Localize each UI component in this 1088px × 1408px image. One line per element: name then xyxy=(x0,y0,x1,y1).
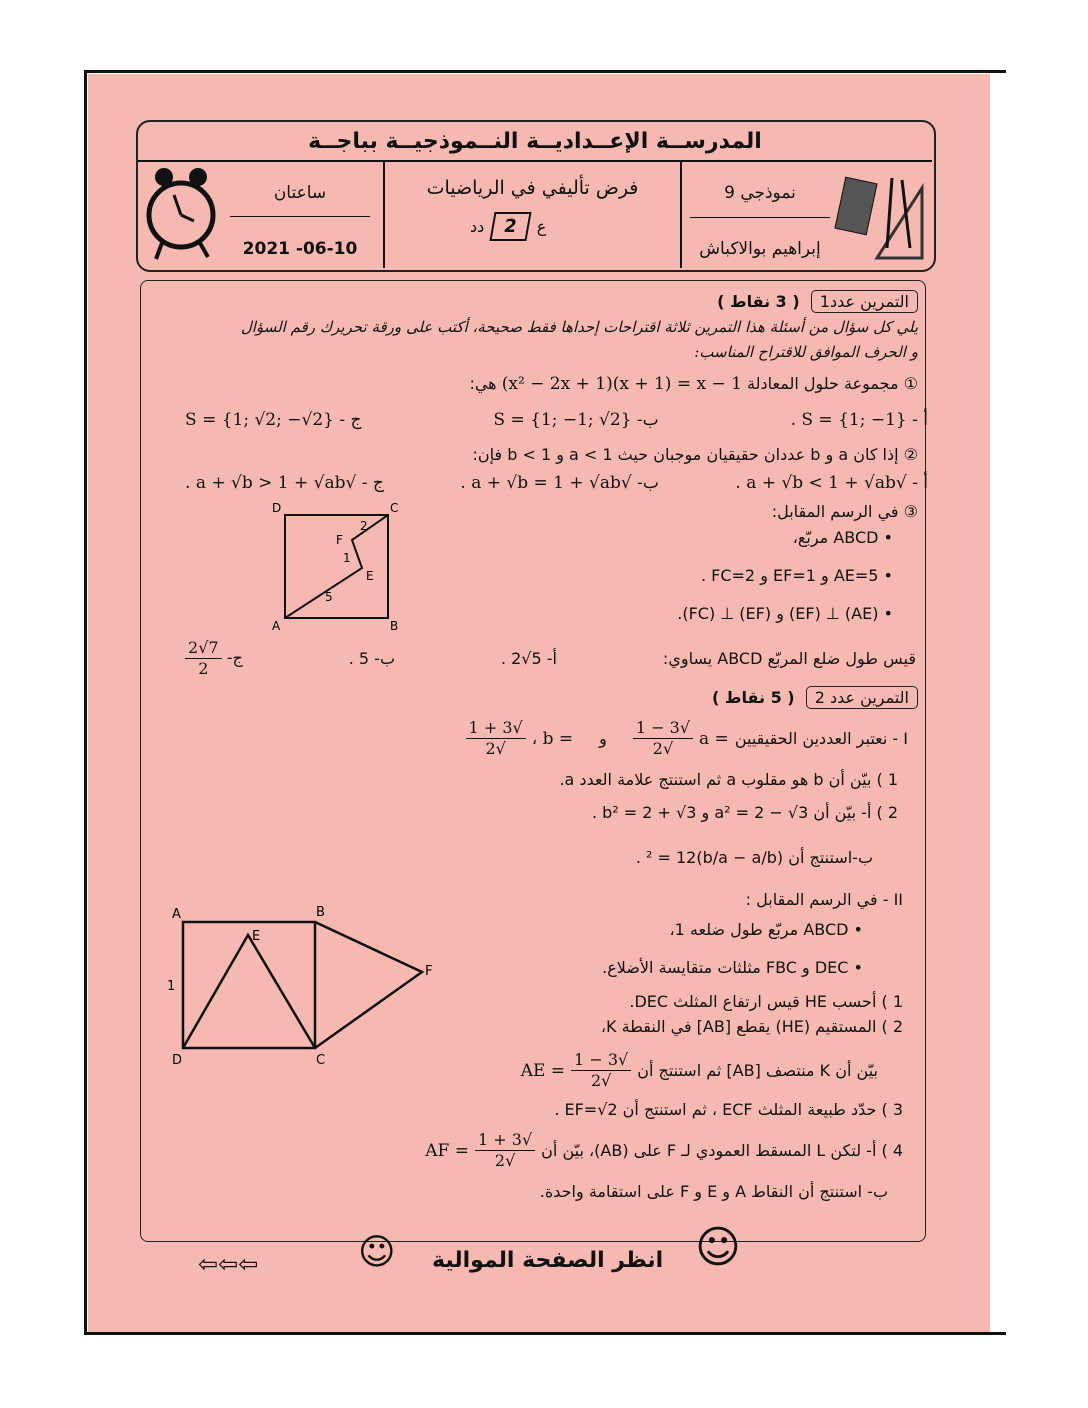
q3-bullet-3-text: (AE) ⊥ (EF) و (EF) ⊥ (FC). xyxy=(677,604,879,623)
part1-q1: 1 ) بيّن أن b هو مقلوب a ثم استنتج علامة العدد a. xyxy=(559,770,898,789)
ae-eq: AE = xyxy=(520,1060,566,1081)
part2-bullet-1-text: ABCD مربّع طول ضلعه 1، xyxy=(669,920,849,939)
b-def: ، b = xyxy=(531,728,574,749)
fig2-label-f: F xyxy=(425,964,433,979)
q1-end: هي: xyxy=(469,374,497,393)
fig1-label-b: B xyxy=(390,619,399,633)
figure-square-abcd-1 xyxy=(265,500,415,635)
af-fraction xyxy=(475,1130,535,1171)
fig1-label-ae: 5 xyxy=(325,590,333,604)
q1-text: ① مجموعة حلول المعادلة xyxy=(747,374,918,393)
fig1-label-fc: 2 xyxy=(360,519,368,533)
frac-num: √3 − 1 xyxy=(571,1050,631,1071)
part2-bullet-2-text: DEC و FBC مثلثات متقايسة الأضلاع. xyxy=(602,958,849,977)
q3-bullet-1-text: ABCD مربّع، xyxy=(792,528,879,547)
figure-square-abcd-2 xyxy=(160,900,450,1070)
part1-q2b: ب-استنتج أن (b/a − a/b)² = 12 . xyxy=(635,848,873,867)
smiley-right-icon: ☺ xyxy=(695,1222,741,1273)
alarm-clock-icon xyxy=(142,165,222,265)
q1-option-b: ب- S = {1; −1; √2} xyxy=(493,410,659,430)
header-divider xyxy=(138,160,932,162)
ex2-points: ( 5 نقاط ) xyxy=(711,688,795,707)
q3-bullet-3: • (AE) ⊥ (EF) و (EF) ⊥ (FC). xyxy=(677,604,893,623)
q3-option-a: أ- 5√2 . xyxy=(500,649,557,668)
q3-bullet-1: • ABCD مربّع، xyxy=(792,528,893,547)
fig2-label-b: B xyxy=(316,905,325,920)
fig1-label-c: C xyxy=(390,501,399,515)
frac-den: √2 xyxy=(485,739,506,758)
q3-bullet-2-text: AE=5 و EF=1 و FC=2 . xyxy=(700,566,879,585)
fig2-label-d: D xyxy=(172,1053,183,1068)
exam-title: فرض تأليفي في الرياضيات xyxy=(426,177,639,199)
exam-date: 2021 -06-10 xyxy=(242,239,358,259)
part2-q2: 2 ) المستقيم (HE) يقطع [AB] في النقطة K، xyxy=(600,1017,903,1036)
frac-num: √3 − 1 xyxy=(633,718,693,739)
ex2-label: التمرين عدد 2 xyxy=(806,686,918,709)
next-page-arrows: ⇦⇦⇦ xyxy=(198,1250,259,1278)
fig1-label-f: F xyxy=(336,533,343,547)
top-border xyxy=(84,70,1006,73)
a-fraction xyxy=(633,718,693,759)
a-def: a = xyxy=(699,728,729,749)
part2-q2b xyxy=(521,1050,878,1091)
teacher-name: إبراهيم بوالاكباش xyxy=(699,239,821,259)
q2-option-b: ب- √a + √b = 1 + √ab . xyxy=(460,473,659,493)
fig1-label-ef: 1 xyxy=(343,551,351,565)
ex2-heading xyxy=(712,686,918,709)
fig2-label-a: A xyxy=(172,907,181,922)
frac-den: √2 xyxy=(652,739,674,758)
ae-fraction xyxy=(571,1050,631,1091)
ex1-q3: ③ في الرسم المقابل: xyxy=(771,502,918,521)
term-indicator xyxy=(470,212,546,241)
part2-q4a xyxy=(425,1130,903,1171)
ex1-q2: ② إذا كان a و b عددان حقيقيان موجبان حيث a < 1 و b < 1 فإن: xyxy=(472,445,918,464)
q2-option-c: ج - √a + √b > 1 + √ab . xyxy=(185,473,384,493)
school-name: المدرســة الإعــداديــة النــموذجيــة بباجــة xyxy=(308,128,762,154)
fig2-label-side: 1 xyxy=(167,979,176,994)
calculator-tools-icon xyxy=(832,168,927,263)
q3-option-c-prefix: ج- xyxy=(226,648,243,667)
frac-num: √3 + 1 xyxy=(475,1130,535,1151)
q3-option-c xyxy=(185,638,243,679)
q3-option-b: ب- 5 . xyxy=(348,649,396,668)
q2-options xyxy=(185,473,928,493)
fig1-label-e: E xyxy=(366,569,374,583)
ex1-label: التمرين عدد1 xyxy=(811,290,918,313)
q2-option-a: أ - √a + √b < 1 + √ab . xyxy=(735,473,928,493)
part2-q1: 1 ) أحسب HE قيس ارتفاع المثلث DEC. xyxy=(629,992,903,1011)
smiley-left-icon: ☺ xyxy=(358,1232,396,1273)
part2-q4b: ب- استنتج أن النقاط A و E و F على استقامة واحدة. xyxy=(539,1182,888,1201)
fig2-label-c: C xyxy=(316,1053,326,1068)
bottom-border xyxy=(84,1332,1006,1335)
class-name: 9 نموذجي xyxy=(724,183,796,203)
af-eq: AF = xyxy=(425,1140,470,1161)
term-left: ع xyxy=(536,217,547,236)
fig1-label-d: D xyxy=(272,501,282,515)
frac-den: √2 xyxy=(494,1151,516,1170)
part2-bullet-1: • ABCD مربّع طول ضلعه 1، xyxy=(669,920,863,939)
header-sep-left xyxy=(230,216,370,217)
part2-bullet-2: • DEC و FBC مثلثات متقايسة الأضلاع. xyxy=(602,958,863,977)
q1-options xyxy=(185,410,928,430)
q3-question: قيس طول ضلع المربّع ABCD يساوي: xyxy=(662,649,916,668)
part2-q2b-text: بيّن أن K منتصف [AB] ثم استنتج أن xyxy=(637,1061,878,1080)
next-page-text[interactable]: انظر الصفحة الموالية xyxy=(432,1248,664,1273)
part2-q3: 3 ) حدّد طبيعة المثلث ECF ، ثم استنتج أن EF=√2 . xyxy=(554,1100,903,1119)
part1-q2a: 2 ) أ- بيّن أن a² = 2 − √3 و b² = 2 + √3 . xyxy=(591,803,898,822)
term-right: دد xyxy=(470,217,485,236)
q1-option-a: أ - S = {1; −1} . xyxy=(790,410,928,430)
ex2-part1-intro xyxy=(466,718,908,759)
frac-den: 2 xyxy=(198,659,209,678)
q3-question-row xyxy=(185,638,916,679)
duration: ساعتان xyxy=(273,183,327,203)
ex1-intro-1: يلي كل سؤال من أسئلة هذا التمرين ثلاثة اقتراحات إحداها فقط صحيحة، أكتب على ورقة تحريرك رقم السؤال xyxy=(240,318,918,336)
ex1-intro-2: و الحرف الموافق للاقتراح المناسب: xyxy=(694,343,918,361)
part2-q4a-text: 4 ) أ- لتكن L المسقط العمودي لـ F على (AB)، بيّن أن xyxy=(541,1141,903,1160)
and-word: و xyxy=(599,729,607,748)
part1-intro-text: I - نعتبر العددين الحقيقيين xyxy=(734,729,908,748)
frac-num: 7√2 xyxy=(185,638,222,659)
header-sep-right xyxy=(690,217,830,218)
q3-option-c-fraction xyxy=(185,638,222,679)
part2-intro: II - في الرسم المقابل : xyxy=(745,890,903,909)
term-number: 2 xyxy=(490,212,532,241)
ex1-q1 xyxy=(469,374,918,394)
q1-equation: (x² − 2x + 1)(x + 1) = x − 1 xyxy=(501,374,742,394)
ex1-heading xyxy=(717,290,918,313)
fig2-label-e: E xyxy=(252,929,261,944)
header-col2 xyxy=(680,160,682,268)
frac-num: √3 + 1 xyxy=(466,718,526,739)
q3-bullet-2: • AE=5 و EF=1 و FC=2 . xyxy=(700,566,893,585)
b-fraction xyxy=(466,718,526,759)
left-border xyxy=(84,70,87,1335)
frac-den: √2 xyxy=(590,1071,612,1090)
q1-option-c: ج - S = {1; √2; −√2} xyxy=(185,410,362,430)
ex1-points: ( 3 نقاط ) xyxy=(717,292,800,311)
fig1-label-a: A xyxy=(272,619,281,633)
